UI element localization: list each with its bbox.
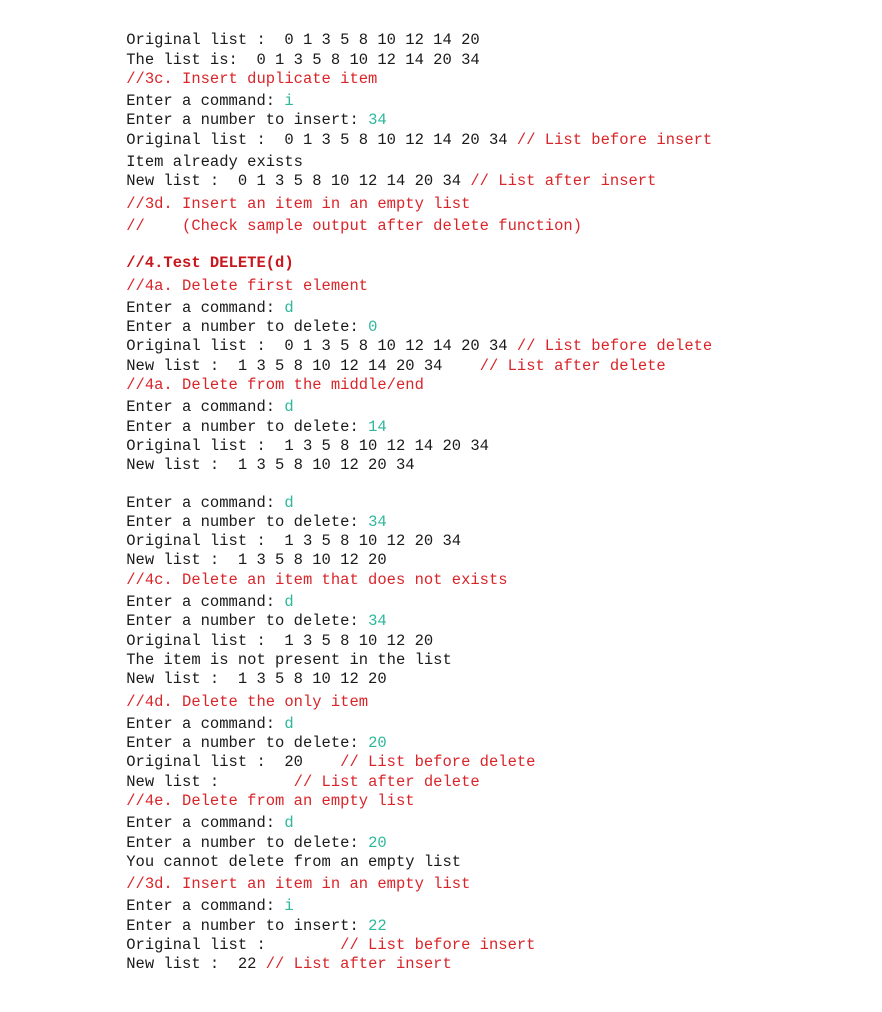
output-line (89, 111, 869, 149)
comment-text: //4d. Delete the only item (126, 692, 369, 711)
command-line (89, 715, 869, 753)
output-text: New list : 22 (126, 955, 266, 974)
prompt-text: Enter a command: (126, 493, 285, 512)
prompt-text: Enter a command: (126, 814, 285, 833)
comment-line (89, 856, 869, 894)
output-line (89, 337, 869, 375)
prompt-text: Enter a number to delete: (126, 318, 369, 337)
command-line (89, 574, 869, 612)
command-line (89, 696, 869, 733)
user-input: i (284, 897, 294, 916)
command-line (89, 299, 869, 337)
command-line (89, 474, 869, 512)
output-line (89, 632, 869, 669)
output-text: New list : 0 1 3 5 8 10 12 14 20 34 (126, 172, 471, 191)
user-input: 0 (368, 318, 378, 337)
comment-text: //3d. Insert an item in an empty list (126, 875, 471, 894)
output-line (89, 532, 869, 570)
command-line (89, 379, 869, 417)
comment-line (89, 773, 869, 810)
comment-line (89, 175, 869, 213)
command-line (89, 593, 869, 631)
heading-text: //4.Test DELETE(d) (126, 254, 294, 273)
prompt-text: Enter a number to delete: (126, 612, 369, 631)
prompt-text: Enter a number to delete: (126, 417, 369, 436)
comment-text: //4e. Delete from an empty list (126, 791, 415, 810)
command-line (89, 92, 869, 130)
command-line (89, 878, 869, 916)
command-line (89, 280, 869, 317)
output-text: New list : (126, 772, 294, 791)
comment-text: //3c. Insert duplicate item (126, 69, 378, 88)
output-text: Item already exists (126, 153, 303, 172)
comment-text: // (Check sample output after delete function) (126, 216, 582, 235)
command-line (89, 73, 869, 111)
comment-text: // List before insert (516, 130, 713, 149)
user-input: 20 (368, 734, 387, 753)
user-input: 34 (368, 111, 387, 130)
comment-text: //4a. Delete from the middle/end (126, 376, 424, 395)
output-text: New list : 1 3 5 8 10 12 20 (126, 670, 387, 689)
comment-text: // List before delete (516, 337, 713, 356)
comment-text: // List after insert (470, 172, 657, 191)
command-line (89, 398, 869, 436)
output-text: Original list : 1 3 5 8 10 12 20 (126, 631, 434, 650)
output-text: New list : 1 3 5 8 10 12 20 (126, 551, 387, 570)
user-input: 14 (368, 417, 387, 436)
user-input: d (284, 814, 294, 833)
comment-text: //4a. Delete first element (126, 276, 369, 295)
user-input: 20 (368, 833, 387, 852)
prompt-text: Enter a command: (126, 593, 285, 612)
output-text: The item is not present in the list (126, 650, 452, 669)
comment-line (89, 357, 869, 395)
console-output (89, 12, 869, 974)
output-line (89, 734, 869, 772)
comment-text: //4c. Delete an item that does not exists (126, 570, 508, 589)
comment-line (89, 51, 869, 88)
prompt-text: Enter a command: (126, 714, 285, 733)
comment-text: // List after delete (293, 772, 480, 791)
comment-text: // List after insert (265, 955, 452, 974)
user-input: d (284, 298, 294, 317)
prompt-text: Enter a command: (126, 298, 285, 317)
output-line (89, 753, 869, 791)
output-line (89, 134, 869, 172)
prompt-text: Enter a number to insert: (126, 916, 369, 935)
user-input: d (284, 714, 294, 733)
comment-text: //3d. Insert an item in an empty list (126, 194, 471, 213)
output-line (89, 437, 869, 475)
output-line (89, 612, 869, 650)
comment-text: // List before delete (340, 753, 536, 772)
output-text: Original list : 1 3 5 8 10 12 20 34 (126, 532, 462, 551)
comment-text: // List after delete (479, 356, 666, 375)
output-text: Original list : 20 (126, 753, 341, 772)
output-text: Original list : 1 3 5 8 10 12 14 20 34 (126, 436, 489, 455)
prompt-text: Enter a command: (126, 92, 285, 111)
output-line (89, 917, 869, 955)
user-input: 34 (368, 612, 387, 631)
prompt-text: Enter a number to delete: (126, 833, 369, 852)
command-line (89, 897, 869, 935)
output-line (89, 31, 869, 69)
user-input: d (284, 398, 294, 417)
output-line (89, 153, 869, 191)
output-text: The list is: 0 1 3 5 8 10 12 14 20 34 (126, 50, 480, 69)
command-line (89, 814, 869, 852)
output-line (89, 513, 869, 551)
output-text: You cannot delete from an empty list (126, 852, 462, 871)
output-text: Original list : 0 1 3 5 8 10 12 14 20 34 (126, 130, 517, 149)
user-input: d (284, 493, 294, 512)
user-input: d (284, 593, 294, 612)
output-line (89, 834, 869, 871)
command-line (89, 795, 869, 833)
prompt-text: Enter a number to insert: (126, 111, 369, 130)
output-line (89, 318, 869, 356)
comment-line (89, 551, 869, 589)
output-line (89, 651, 869, 689)
section-heading (89, 235, 869, 273)
output-line (89, 12, 869, 50)
output-line (89, 418, 869, 455)
output-text: New list : 1 3 5 8 10 12 14 20 34 (126, 356, 480, 375)
comment-line (89, 257, 869, 295)
command-line (89, 494, 869, 531)
output-text: Original list : 0 1 3 5 8 10 12 14 20 34 (126, 337, 517, 356)
prompt-text: Enter a command: (126, 398, 285, 417)
prompt-text: Enter a number to delete: (126, 512, 369, 531)
output-line (89, 936, 869, 974)
user-input: i (284, 92, 294, 111)
output-text: New list : 1 3 5 8 10 12 20 34 (126, 456, 415, 475)
prompt-text: Enter a command: (126, 897, 285, 916)
output-text: Original list : 0 1 3 5 8 10 12 14 20 (126, 31, 480, 50)
comment-line (89, 673, 869, 711)
user-input: 34 (368, 512, 387, 531)
comment-line (89, 198, 869, 235)
output-text: Original list : (126, 936, 341, 955)
prompt-text: Enter a number to delete: (126, 734, 369, 753)
user-input: 22 (368, 916, 387, 935)
comment-text: // List before insert (340, 936, 536, 955)
